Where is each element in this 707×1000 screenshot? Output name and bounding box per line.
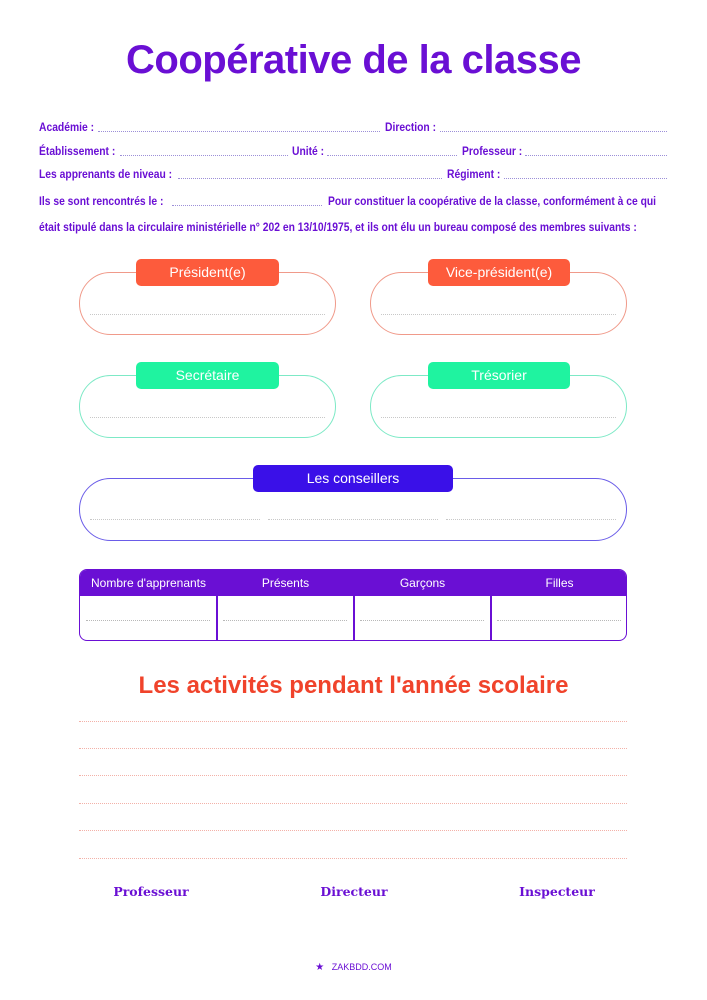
- secretaire-line[interactable]: [90, 417, 325, 418]
- table-header-presents: Présents: [261, 576, 310, 590]
- students-table: [79, 569, 627, 641]
- field-unite[interactable]: [327, 155, 457, 156]
- label-professeur: Professeur :: [462, 144, 523, 158]
- table-cell-presents[interactable]: [223, 620, 347, 621]
- field-rencontre[interactable]: [172, 205, 322, 206]
- activity-line[interactable]: [79, 721, 627, 722]
- president-badge: Président(e): [136, 259, 279, 286]
- field-academie[interactable]: [98, 131, 380, 132]
- table-header-filles: Filles: [545, 576, 574, 590]
- table-header-garcons: Garçons: [399, 576, 446, 590]
- field-regiment[interactable]: [504, 178, 667, 179]
- vice-president-badge: Vice-président(e): [428, 259, 570, 286]
- table-cell-nombre[interactable]: [86, 620, 210, 621]
- signature-directeur: Directeur: [320, 884, 388, 899]
- table-cell-garcons[interactable]: [360, 620, 484, 621]
- activity-line[interactable]: [79, 775, 627, 776]
- signature-inspecteur: Inspecteur: [519, 884, 595, 899]
- label-academie: Académie :: [39, 120, 95, 134]
- secretaire-badge: Secrétaire: [136, 362, 279, 389]
- vice-president-line[interactable]: [381, 314, 616, 315]
- page-title: Coopérative de la classe: [126, 38, 581, 82]
- footer: [0, 962, 707, 973]
- label-apprenants-niveau: Les apprenants de niveau :: [39, 167, 173, 181]
- label-regiment: Régiment :: [447, 167, 501, 181]
- activity-line[interactable]: [79, 858, 627, 859]
- activity-line[interactable]: [79, 803, 627, 804]
- field-etablissement[interactable]: [120, 155, 288, 156]
- field-direction[interactable]: [440, 131, 667, 132]
- label-rencontre: Ils se sont rencontrés le :: [39, 194, 164, 208]
- paragraph-line-2: était stipulé dans la circulaire ministérielle n° 202 en 13/10/1975, et ils ont élu un bureau composé des membres suivants :: [39, 220, 637, 234]
- signature-professeur: Professeur: [113, 884, 189, 899]
- conseiller-line-3[interactable]: [446, 519, 616, 520]
- conseiller-line-2[interactable]: [268, 519, 438, 520]
- label-unite: Unité :: [292, 144, 325, 158]
- table-cell-filles[interactable]: [497, 620, 621, 621]
- table-divider: [490, 596, 492, 641]
- table-header-nombre: Nombre d'apprenants: [90, 576, 207, 590]
- table-divider: [353, 596, 355, 641]
- tresorier-line[interactable]: [381, 417, 616, 418]
- star-icon: ★: [315, 962, 325, 973]
- paragraph-line-1: Pour constituer la coopérative de la classe, conformément à ce qui: [328, 194, 657, 208]
- field-professeur[interactable]: [525, 155, 667, 156]
- conseillers-badge: Les conseillers: [253, 465, 453, 492]
- activity-line[interactable]: [79, 748, 627, 749]
- field-apprenants-niveau[interactable]: [178, 178, 442, 179]
- tresorier-badge: Trésorier: [428, 362, 570, 389]
- activities-title: Les activités pendant l'année scolaire: [138, 672, 569, 699]
- table-divider: [216, 596, 218, 641]
- footer-brand[interactable]: ZAKBDD.COM: [331, 962, 392, 972]
- president-line[interactable]: [90, 314, 325, 315]
- activity-line[interactable]: [79, 830, 627, 831]
- label-etablissement: Établissement :: [39, 144, 116, 158]
- label-direction: Direction :: [385, 120, 437, 134]
- conseiller-line-1[interactable]: [90, 519, 260, 520]
